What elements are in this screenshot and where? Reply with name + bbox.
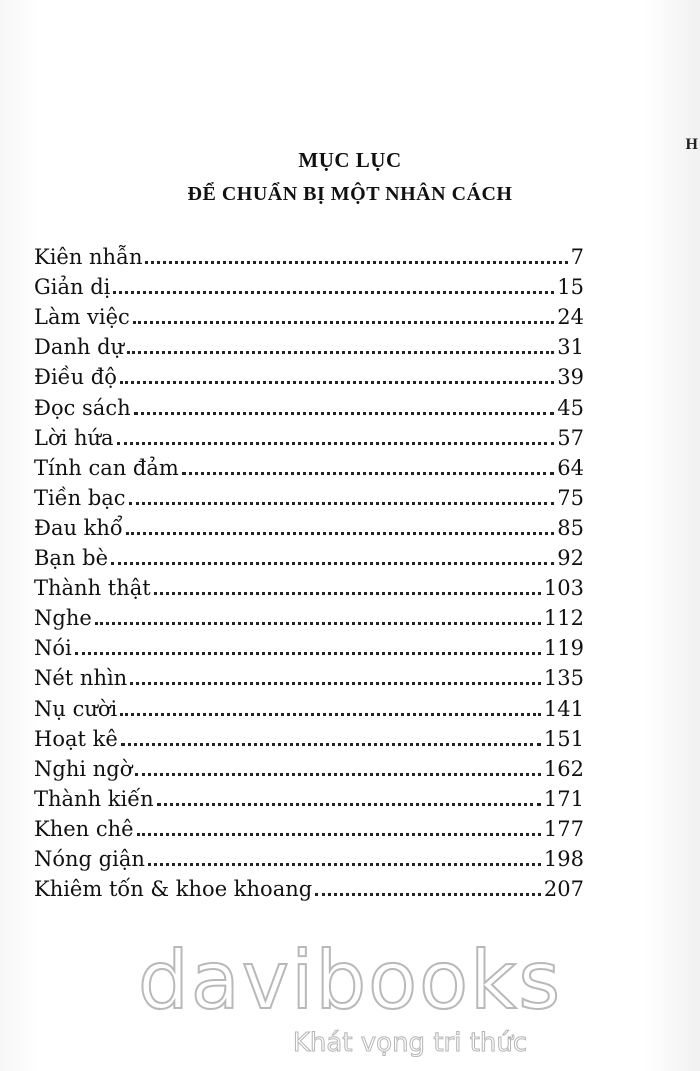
toc-entry [34, 481, 584, 511]
toc-entry [34, 571, 584, 601]
toc-entry-page-number: 151 [543, 726, 584, 751]
dot-leader [75, 652, 541, 655]
dot-leader [315, 893, 541, 896]
toc-entry-label: Lời hứa [34, 425, 114, 450]
toc-header [0, 145, 700, 209]
dot-leader [154, 592, 541, 595]
toc-entry-page-number: 162 [543, 756, 584, 781]
toc-entry-page-number: 39 [557, 365, 584, 390]
toc-entry-page-number: 15 [557, 275, 584, 300]
toc-entry-label: Đọc sách [34, 395, 131, 420]
toc-entry [34, 240, 584, 270]
dot-leader [111, 562, 554, 565]
toc-entry-page-number: 207 [543, 877, 584, 902]
dot-leader [95, 622, 541, 625]
dot-leader [121, 743, 541, 746]
dot-leader [135, 773, 541, 776]
toc-entry [34, 691, 584, 721]
dot-leader [134, 412, 555, 415]
table-of-contents [34, 240, 584, 902]
toc-entry-label: Kiên nhẫn [34, 245, 143, 270]
toc-entry-label: Hoạt kê [34, 726, 118, 751]
toc-entry [34, 752, 584, 782]
dot-leader [117, 442, 555, 445]
toc-entry [34, 451, 584, 481]
toc-entry [34, 300, 584, 330]
toc-entry [34, 511, 584, 541]
toc-entry [34, 782, 584, 812]
toc-entry-page-number: 171 [543, 786, 584, 811]
toc-entry-label: Đau khổ [34, 515, 123, 540]
dot-leader [182, 472, 554, 475]
toc-entry [34, 421, 584, 451]
toc-entry [34, 360, 584, 390]
toc-entry-page-number: 135 [543, 666, 584, 691]
toc-entry-label: Làm việc [34, 305, 130, 330]
toc-entry-label: Tiền bạc [34, 485, 126, 510]
dot-leader [120, 381, 554, 384]
toc-entry-label: Nét nhìn [34, 666, 128, 691]
toc-entry-page-number: 45 [557, 395, 584, 420]
toc-entry-page-number: 119 [543, 636, 584, 661]
toc-entry-label: Nói [34, 636, 72, 661]
dot-leader [130, 682, 541, 685]
toc-entry-page-number: 24 [557, 305, 584, 330]
toc-entry-page-number: 7 [570, 245, 584, 270]
dot-leader [120, 713, 541, 716]
dot-leader [126, 532, 554, 535]
dot-leader [157, 803, 541, 806]
toc-entry-page-number: 75 [557, 485, 584, 510]
toc-entry-page-number: 141 [543, 696, 584, 721]
page-edge-letter: H [685, 136, 698, 153]
toc-entry-label: Bạn bè [34, 546, 109, 571]
toc-entry [34, 722, 584, 752]
toc-entry [34, 661, 584, 691]
toc-entry-label: Nghe [34, 606, 92, 631]
toc-entry-page-number: 198 [543, 846, 584, 871]
dot-leader [129, 502, 555, 505]
toc-entry-label: Danh dự [34, 335, 125, 360]
brand-tagline: Khát vọng tri thức [292, 1028, 528, 1058]
toc-entry-page-number: 57 [557, 425, 584, 450]
toc-entry [34, 842, 584, 872]
toc-entry-label: Thành thật [34, 576, 151, 601]
toc-entry [34, 631, 584, 661]
toc-entry-page-number: 112 [543, 606, 584, 631]
toc-entry-label: Giản dị [34, 275, 111, 300]
toc-entry-label: Điều độ [34, 365, 117, 390]
toc-entry-page-number: 177 [543, 816, 584, 841]
toc-entry [34, 390, 584, 420]
dot-leader [148, 863, 541, 866]
dot-leader [137, 833, 541, 836]
dot-leader [127, 351, 554, 354]
toc-entry-label: Khen chê [34, 816, 134, 841]
toc-entry-label: Tính can đảm [34, 455, 179, 480]
toc-entry-page-number: 64 [557, 455, 584, 480]
toc-entry-label: Nghi ngờ [34, 756, 133, 781]
toc-entry-page-number: 31 [557, 335, 584, 360]
toc-entry-label: Thành kiến [34, 786, 154, 811]
page-title: MỤC LỤC [298, 148, 402, 172]
toc-entry [34, 872, 584, 902]
toc-entry-page-number: 103 [543, 576, 584, 601]
dot-leader [113, 291, 554, 294]
toc-entry-label: Nóng giận [34, 846, 145, 871]
toc-entry-page-number: 85 [557, 515, 584, 540]
toc-entry-page-number: 92 [557, 546, 584, 571]
brand-watermark: davibooks [137, 934, 563, 1027]
toc-entry [34, 541, 584, 571]
dot-leader [145, 261, 567, 264]
toc-entry-label: Khiêm tốn & khoe khoang [34, 877, 313, 902]
toc-entry [34, 601, 584, 631]
page-subtitle: ĐỂ CHUẨN BỊ MỘT NHÂN CÁCH [187, 183, 513, 205]
toc-entry-label: Nụ cười [34, 696, 118, 721]
toc-entry [34, 812, 584, 842]
dot-leader [133, 321, 554, 324]
toc-entry [34, 270, 584, 300]
toc-entry [34, 330, 584, 360]
